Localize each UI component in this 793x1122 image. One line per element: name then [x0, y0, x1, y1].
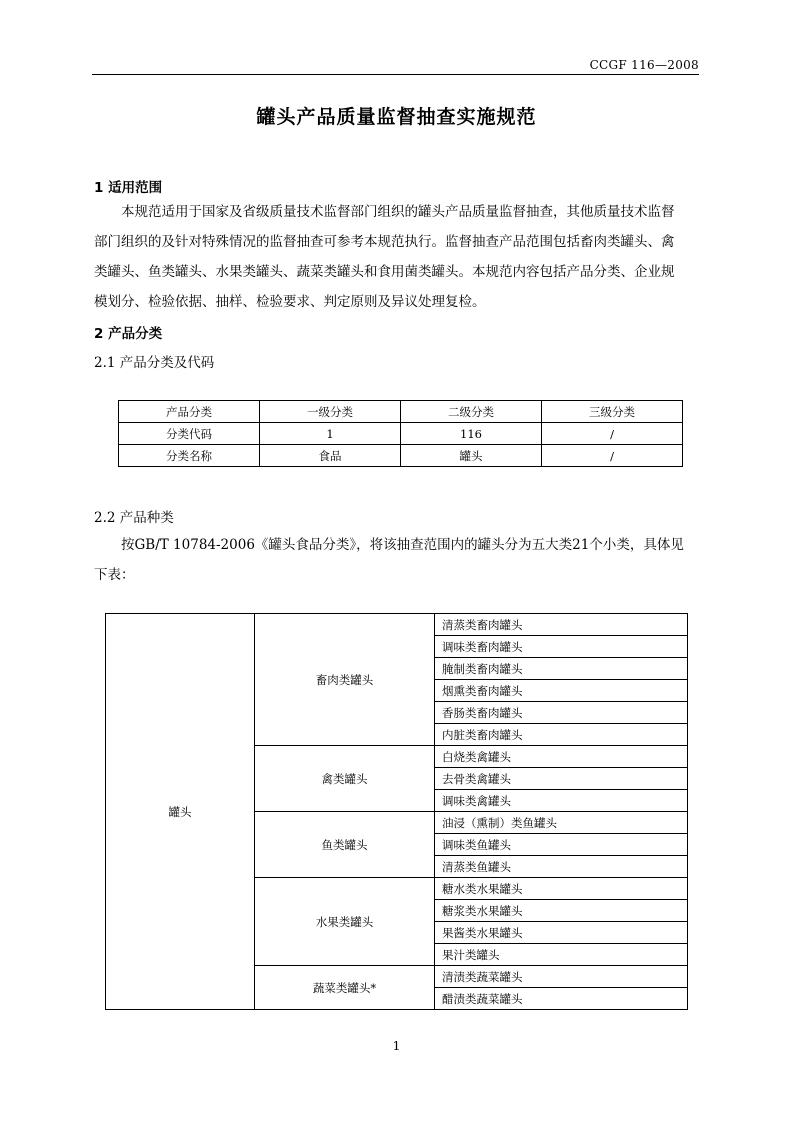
section-2-1-heading: 2.1 产品分类及代码	[94, 355, 215, 371]
table-cell: /	[542, 423, 683, 445]
sub-category-cell: 清渍类蔬菜罐头	[435, 966, 688, 988]
major-category-cell: 鱼类罐头	[255, 812, 435, 878]
table-row	[119, 445, 683, 467]
section-2-2-paragraph	[94, 530, 699, 590]
section-1-heading: 1 适用范围	[94, 180, 163, 196]
sub-category-cell: 醋渍类蔬菜罐头	[435, 988, 688, 1010]
page-title: 罐头产品质量监督抽查实施规范	[256, 106, 537, 128]
paragraph-line: 部门组织的及针对特殊情况的监督抽查可参考本规范执行。监督抽查产品范围包括畜肉类罐头、禽	[94, 234, 675, 250]
table-row	[106, 614, 688, 636]
root-category-cell: 罐头	[106, 614, 255, 1010]
major-category-cell: 畜肉类罐头	[255, 614, 435, 746]
section-1-paragraph	[94, 197, 699, 317]
major-category-cell: 禽类罐头	[255, 746, 435, 812]
paragraph-line: 模划分、检验依据、抽样、检验要求、判定原则及异议处理复检。	[94, 294, 486, 310]
table-cell: 二级分类	[401, 401, 542, 423]
sub-category-cell: 清蒸类鱼罐头	[435, 856, 688, 878]
product-category-table	[105, 613, 688, 1010]
document-code: CCGF 116—2008	[589, 58, 699, 72]
paragraph-line: 下表：	[94, 567, 135, 583]
sub-category-cell: 烟熏类畜肉罐头	[435, 680, 688, 702]
sub-category-cell: 果酱类水果罐头	[435, 922, 688, 944]
sub-category-cell: 香肠类畜肉罐头	[435, 702, 688, 724]
table-cell: 食品	[260, 445, 401, 467]
sub-category-cell: 内脏类畜肉罐头	[435, 724, 688, 746]
sub-category-cell: 腌制类畜肉罐头	[435, 658, 688, 680]
sub-category-cell: 去骨类禽罐头	[435, 768, 688, 790]
major-category-cell: 蔬菜类罐头*	[255, 966, 435, 1010]
sub-category-cell: 油浸（熏制）类鱼罐头	[435, 812, 688, 834]
sub-category-cell: 清蒸类畜肉罐头	[435, 614, 688, 636]
sub-category-cell: 糖水类水果罐头	[435, 878, 688, 900]
table-cell: 三级分类	[542, 401, 683, 423]
table-row	[119, 401, 683, 423]
table-cell: 一级分类	[260, 401, 401, 423]
sub-category-cell: 调味类鱼罐头	[435, 834, 688, 856]
table-cell: 产品分类	[119, 401, 260, 423]
table-cell: 分类代码	[119, 423, 260, 445]
major-category-cell: 水果类罐头	[255, 878, 435, 966]
sub-category-cell: 糖浆类水果罐头	[435, 900, 688, 922]
paragraph-line: 按GB/T 10784-2006《罐头食品分类》，将该抽查范围内的罐头分为五大类21个小类，具体见	[121, 537, 684, 553]
table-cell: /	[542, 445, 683, 467]
paragraph-line: 本规范适用于国家及省级质量技术监督部门组织的罐头产品质量监督抽查，其他质量技术监督	[121, 204, 675, 220]
table-row	[119, 423, 683, 445]
table-cell: 罐头	[401, 445, 542, 467]
sub-category-cell: 调味类禽罐头	[435, 790, 688, 812]
paragraph-line: 类罐头、鱼类罐头、水果类罐头、蔬菜类罐头和食用菌类罐头。本规范内容包括产品分类、企业规	[94, 264, 675, 280]
table-cell: 1	[260, 423, 401, 445]
table-cell: 116	[401, 423, 542, 445]
header-divider	[92, 74, 699, 75]
table-cell: 分类名称	[119, 445, 260, 467]
sub-category-cell: 果汁类罐头	[435, 944, 688, 966]
page-number: 1	[392, 1038, 401, 1053]
classification-code-table	[118, 400, 683, 467]
sub-category-cell: 调味类畜肉罐头	[435, 636, 688, 658]
sub-category-cell: 白烧类禽罐头	[435, 746, 688, 768]
section-2-heading: 2 产品分类	[94, 326, 163, 342]
section-2-2-heading: 2.2 产品种类	[94, 510, 174, 526]
